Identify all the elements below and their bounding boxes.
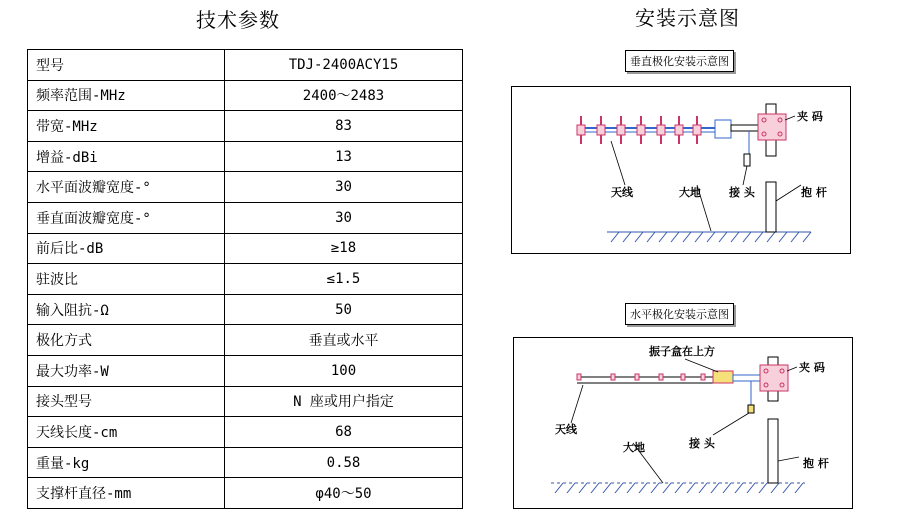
spec-key: 重量-kg: [28, 447, 225, 478]
spec-key: 水平面波瓣宽度-°: [28, 172, 225, 203]
clamp-label: 夹 码: [799, 361, 825, 374]
spec-row: [28, 233, 463, 264]
spec-key: 频率范围-MHz: [28, 80, 225, 111]
spec-value: 2400～2483: [225, 80, 463, 111]
spec-row: [28, 386, 463, 417]
spec-row: [28, 478, 463, 509]
spec-row: [28, 141, 463, 172]
spec-value: 0.58: [225, 447, 463, 478]
element-clip: [577, 125, 585, 135]
spec-key: 型号: [28, 50, 225, 81]
clamp: [758, 114, 786, 140]
vertical-install-diagram: [511, 86, 851, 254]
spec-row: [28, 447, 463, 478]
connector-label: 接 头: [689, 437, 715, 450]
element-clip: [637, 125, 645, 135]
clamp-label: 夹 码: [797, 110, 823, 123]
element-clip: [617, 125, 625, 135]
horizontal-diagram-title: 水平极化安装示意图: [625, 303, 734, 325]
element-clip: [597, 125, 605, 135]
dipole-element: [659, 374, 663, 380]
spec-value: 100: [225, 355, 463, 386]
ground-label: 大地: [679, 186, 701, 199]
spec-key: 前后比-dB: [28, 233, 225, 264]
spec-value: TDJ-2400ACY15: [225, 50, 463, 81]
spec-key: 天线长度-cm: [28, 417, 225, 448]
spec-row: [28, 80, 463, 111]
spec-key: 接头型号: [28, 386, 225, 417]
spec-row: [28, 50, 463, 81]
spec-key: 最大功率-W: [28, 355, 225, 386]
spec-row: [28, 202, 463, 233]
spec-value: 83: [225, 111, 463, 142]
dipole-element: [701, 374, 705, 380]
spec-key: 极化方式: [28, 325, 225, 356]
spec-row: [28, 355, 463, 386]
spec-key: 输入阻抗-Ω: [28, 294, 225, 325]
spec-value: N 座或用户指定: [225, 386, 463, 417]
element-clip: [657, 125, 665, 135]
feed-box: [713, 371, 733, 383]
clamp: [760, 365, 788, 391]
pole-label: 抱 杆: [803, 457, 829, 470]
spec-value: 68: [225, 417, 463, 448]
box-label: 振子盒在上方: [649, 345, 715, 358]
element-clip: [675, 125, 683, 135]
ground-label: 大地: [623, 441, 645, 454]
install-title: 安装示意图: [635, 6, 740, 30]
spec-row: [28, 325, 463, 356]
spec-value: φ40～50: [225, 478, 463, 509]
spec-value: 13: [225, 141, 463, 172]
pole-label: 抱 杆: [801, 186, 827, 199]
connector: [744, 154, 750, 166]
spec-key: 带宽-MHz: [28, 111, 225, 142]
horizontal-install-diagram: [513, 337, 853, 509]
spec-row: [28, 294, 463, 325]
spec-key: 驻波比: [28, 264, 225, 295]
antenna-label: 天线: [611, 186, 633, 199]
spec-row: [28, 172, 463, 203]
spec-table: [27, 49, 463, 509]
dipole-element: [577, 374, 581, 380]
spec-value: ≥18: [225, 233, 463, 264]
connector-label: 接 头: [729, 186, 755, 199]
dipole-element: [611, 374, 615, 380]
element-clip: [693, 125, 701, 135]
antenna-label: 天线: [555, 423, 577, 436]
spec-value: ≤1.5: [225, 264, 463, 295]
vertical-diagram-title: 垂直极化安装示意图: [625, 50, 734, 72]
spec-value: 30: [225, 172, 463, 203]
dipole-element: [635, 374, 639, 380]
spec-key: 垂直面波瓣宽度-°: [28, 202, 225, 233]
connector: [748, 405, 754, 413]
dipole-element: [681, 374, 685, 380]
spec-value: 30: [225, 202, 463, 233]
spec-row: [28, 417, 463, 448]
feed-box: [715, 120, 731, 138]
spec-value: 垂直或水平: [225, 325, 463, 356]
spec-key: 增益-dBi: [28, 141, 225, 172]
spec-title: 技术参数: [196, 8, 280, 32]
spec-key: 支撑杆直径-mm: [28, 478, 225, 509]
spec-value: 50: [225, 294, 463, 325]
spec-row: [28, 111, 463, 142]
spec-row: [28, 264, 463, 295]
